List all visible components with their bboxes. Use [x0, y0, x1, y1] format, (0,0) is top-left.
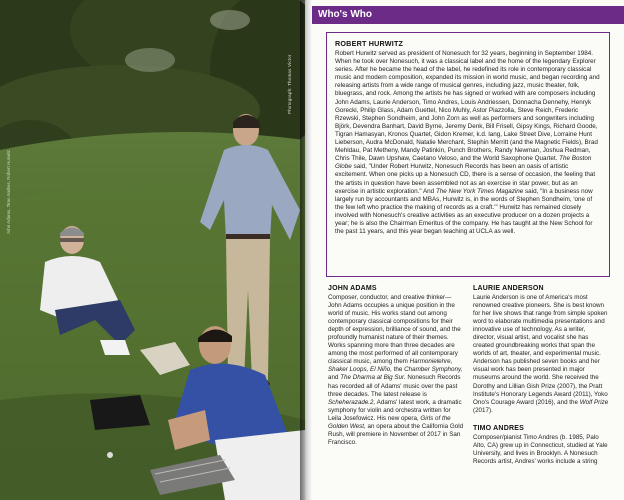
- bio-text-adams: Composer, conductor, and creative thinker—John Adams occupies a unique position in the world of music. His works stand out among contemporary classical compositions for their depth of expression, brilliance of sound, and the profoundly humanist nature of their themes. Works spanning more than three decades are among the most performed of all contemporary classical music, among them Harmonielehre, Shaker Loops, El Niño, the Chamber Symphony, and The Dharma at Big Sur. Nonesuch Records has recorded all of Adams' music over the past three decades. The latest release is Scheherazade.2, Adams' latest work, a dramatic symphony for violin and orchestra written for Leila Josefowicz. His new opera, Girls of the Golden West, an opera about the California Gold Rush, will premiere in November of 2017 in San Francisco.: [328, 294, 464, 446]
- photo-credit: Photograph: Thomas Victor: [287, 54, 292, 114]
- photo-side-caption: John Adams, Timo Andres, Robert Hurwitz: [6, 150, 11, 235]
- bio-text-anderson: Laurie Anderson is one of America's most renowned creative pioneers. She is best known for her live shows that range from simple spoken word to elaborate multimedia presentations and innovative use of technology. As a writer, director, visual artist, and vocalist she has created groundbreaking works that span the worlds of art, theater, and experimental music. Anderson has published seven books and her visual work has been presented in major museums around the world. She received the Dorothy and Lillian Gish Prize (2007), the Pratt Institute's Honorary Legends Award (2011), Yoko Ono's Courage Award (2016), and the Wolf Prize (2017).: [473, 294, 609, 414]
- bio-text-andres: Composer/pianist Timo Andres (b. 1985, Palo Alto, CA) grew up in Connecticut, studied at Yale University, and lives in Brooklyn. A Nonesuch Records artist, Andres' works include a string: [473, 433, 608, 465]
- bio-text-hurwitz: Robert Hurwitz served as president of Nonesuch for 32 years, beginning in September 1984. When he took over Nonesuch, it was a classical label and the home of the legendary Explorer series. After he became the head of the label, he redefined its role in contemporary classical music and modern composition, expanded its mission in world music, and began recording and releasing artists from a wide range of musical genres, including jazz, music theater, folk, bluegrass, and rock. Among the artists he has signed or worked with are composers including John Adams, Laurie Anderson, Timo Andres, Louis Andriessen, Donnacha Dennehy, Henryk Gorecki, Philip Glass, Adam Guettel, Nico Muhly, Astor Piazzolla, Steve Reich, Frederic Rzewski, Stephen Sondheim, and John Zorn as well as performers and songwriters including Björk, Devendra Banhart, David Byrne, Jeremy Denk, Bill Frisell, Gipsy Kings, Richard Goode, Tigran Hamasyan, Kronos Quartet, Gidon Kremer, k.d. lang, Lake Street Dive, Lorraine Hunt Lieberson, Audra McDonald, Natalie Merchant, Stephin Merritt (and the Magnetic Fields), Brad Mehldau, Pat Metheny, Mandy Patinkin, Punch Brothers, Randy Newman, Joshua Redman, Chris Thile, Dawn Upshaw, Caetano Veloso, and the World Saxophone Quartet. The Boston Globe said, "Under Robert Hurwitz, Nonesuch Records has been an oasis of artistic excitement. When one picks up a Nonesuch CD, there is a sense of occasion, the feeling that the artists in question have been assembled not as an exercise in star power, but as an exercise in artistic exploration." And The New York Times Magazine said, "In a business now largely run by accountants and MBAs, Hurwitz is, in the words of Stephen Sondheim, 'one of the few left who practice the making of records as a craft.'" Hurwitz has remained closely involved with Nonesuch's creative activities as an executive producer on a dozen projects a year; he is also the Chairman Emeritus of the company. He has taught at the New School for the past 11 years, and this year began teaching at UCLA as well.: [335, 50, 600, 236]
- featured-bio-box: [326, 32, 610, 277]
- section-header: [312, 6, 624, 24]
- bio-column-right: [473, 285, 609, 466]
- photo-illustration: [0, 0, 305, 500]
- right-page: [312, 0, 624, 500]
- section-title: Who's Who: [318, 9, 373, 20]
- bio-column-left: [328, 285, 464, 447]
- bio-name-hurwitz: ROBERT HURWITZ: [335, 39, 404, 48]
- bio-name-andres: TIMO ANDRES: [473, 424, 524, 432]
- bio-name-anderson: LAURIE ANDERSON: [473, 285, 544, 292]
- photograph: [0, 0, 305, 500]
- bio-name-adams: JOHN ADAMS: [328, 285, 377, 292]
